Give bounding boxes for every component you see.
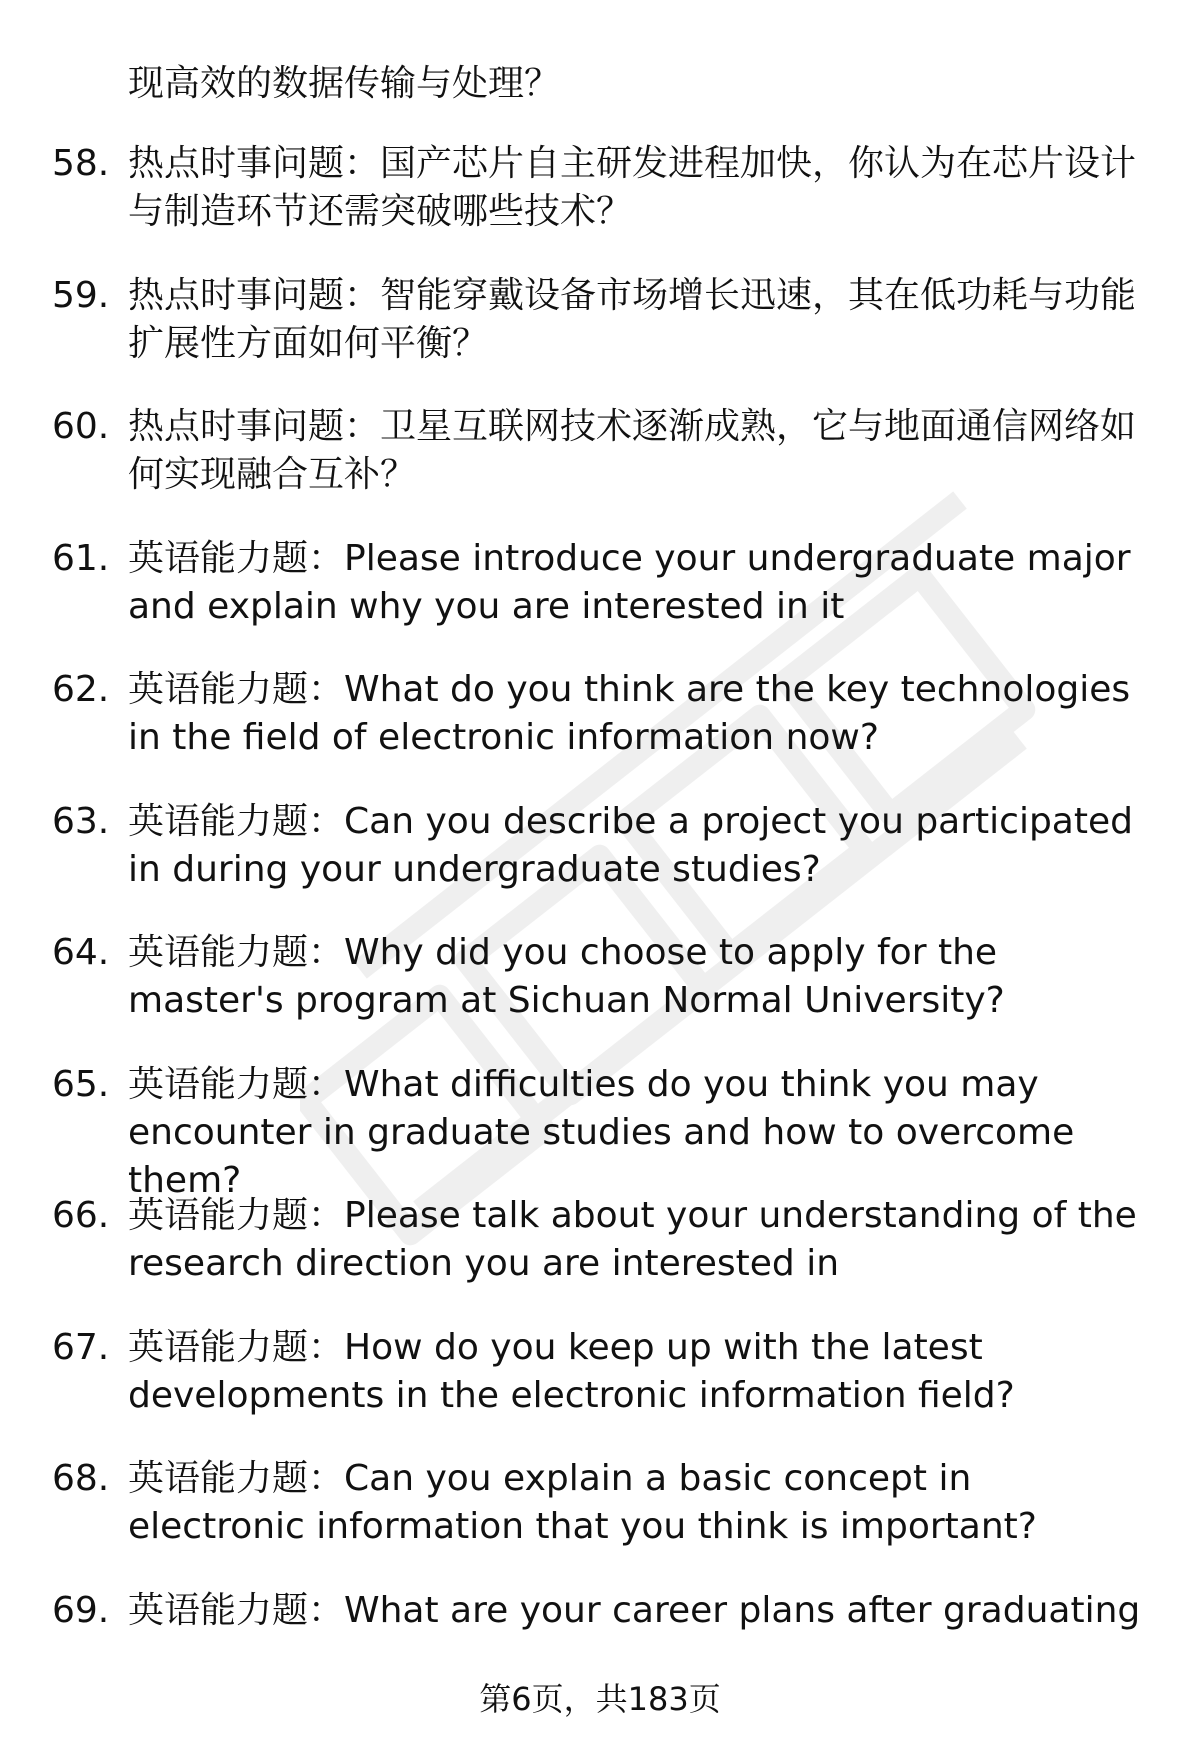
question-item <box>0 535 1200 667</box>
question-text: 英语能力题：What are your career plans after graduating <box>128 1589 1141 1631</box>
question-number: 58. <box>52 143 110 184</box>
question-list <box>0 140 1200 1718</box>
question-text: 英语能力题：What do you think are the key technologies in the field of electronic information now? <box>128 669 1131 758</box>
question-text: 英语能力题：Can you describe a project you participated in during your undergraduate studies? <box>128 800 1133 890</box>
question-number: 66. <box>52 1195 110 1236</box>
question-number: 64. <box>52 932 110 973</box>
question-text: 热点时事问题：卫星互联网技术逐渐成熟，它与地面通信网络如何实现融合互补？ <box>128 406 1137 495</box>
question-item <box>0 798 1200 930</box>
question-item <box>0 140 1200 272</box>
question-text: 英语能力题：Why did you choose to apply for the master's program at Sichuan Normal University? <box>128 932 1005 1021</box>
question-number: 65. <box>52 1063 110 1105</box>
question-item <box>0 666 1200 798</box>
question-number: 69. <box>52 1589 110 1631</box>
page-footer: 第6页，共183页 <box>479 1680 721 1718</box>
question-item <box>0 272 1200 404</box>
question-text: 英语能力题：Please introduce your undergraduate major and explain why you are interested in it <box>128 537 1131 627</box>
question-number: 63. <box>52 800 110 842</box>
question-item <box>0 1192 1200 1324</box>
question-text: 英语能力题：What difficulties do you think you may encounter in graduate studies and how to overcome them? <box>128 1063 1075 1201</box>
question-item <box>0 1324 1200 1456</box>
question-text: 英语能力题：How do you keep up with the latest developments in the electronic information field? <box>128 1326 1015 1416</box>
question-item <box>0 403 1200 535</box>
continued-question-text: 现高效的数据传输与处理？ <box>128 63 561 104</box>
question-text: 热点时事问题：智能穿戴设备市场增长迅速，其在低功耗与功能扩展性方面如何平衡？ <box>128 274 1137 364</box>
question-text: 热点时事问题：国产芯片自主研发进程加快，你认为在芯片设计与制造环节还需突破哪些技术？ <box>128 143 1137 232</box>
question-number: 68. <box>52 1458 110 1499</box>
question-number: 60. <box>52 406 110 447</box>
question-item <box>0 929 1200 1061</box>
question-number: 67. <box>52 1326 110 1368</box>
question-item <box>0 1061 1200 1201</box>
question-number: 62. <box>52 669 110 710</box>
question-number: 59. <box>52 274 110 316</box>
question-item <box>0 1455 1200 1587</box>
question-text: 英语能力题：Please talk about your understanding of the research direction you are interested in <box>128 1195 1137 1284</box>
question-text: 英语能力题：Can you explain a basic concept in electronic information that you think is important? <box>128 1458 1037 1547</box>
question-number: 61. <box>52 537 110 579</box>
